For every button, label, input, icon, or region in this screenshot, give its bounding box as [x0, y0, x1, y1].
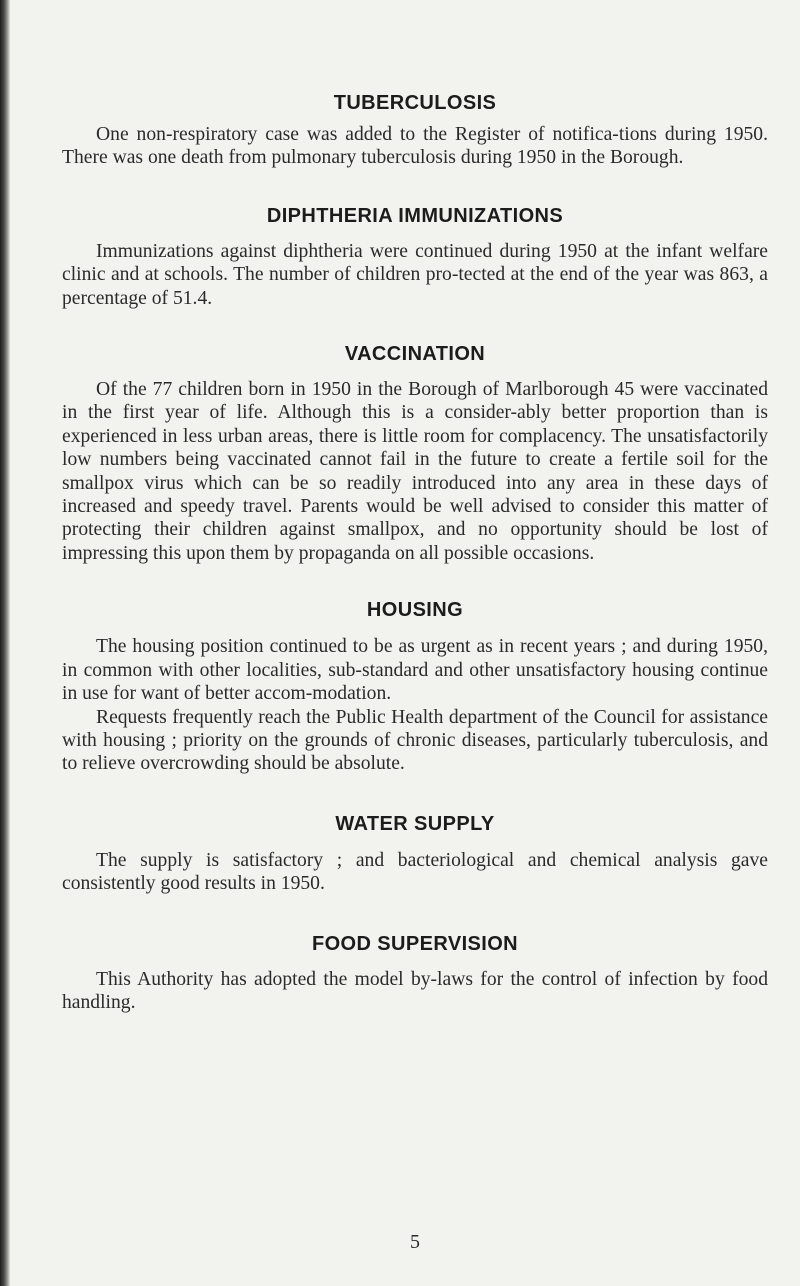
section-paragraph: The housing position continued to be as urgent as in recent years ; and during 1950, in common with other localities, sub-standard and other unsatisfactory housing continue in use for want of better accom-modation. [62, 636, 768, 705]
section-paragraph: Requests frequently reach the Public Health department of the Council for assistance with housing ; priority on the grounds of chronic diseases, particularly tuberculosis, and to relieve overcrowding should be absolute. [62, 706, 768, 775]
document-page [62, 92, 768, 1014]
section-heading: HOUSING [366, 599, 464, 622]
binding-edge [0, 0, 10, 1286]
section-heading: DIPHTHERIA IMMUNIZATIONS [266, 204, 564, 227]
section-paragraph: This Authority has adopted the model by-laws for the control of infection by food handling. [62, 968, 768, 1013]
section-heading: FOOD SUPERVISION [311, 932, 519, 955]
section-paragraph: One non-respiratory case was added to the Register of notifica-tions during 1950. There was one death from pulmonary tuberculosis during 1950 in the Borough. [62, 124, 768, 169]
section-diphtheria-immunizations [62, 205, 768, 310]
page-number: 5 [410, 1231, 420, 1253]
section-food-supervision [62, 933, 768, 1015]
section-heading: TUBERCULOSIS [333, 92, 497, 114]
section-heading: WATER SUPPLY [335, 812, 495, 835]
section-paragraph: Immunizations against diphtheria were continued during 1950 at the infant welfare clinic and at schools. The number of children pro-tected at the end of the year was 863, a percentage of 51.4. [62, 240, 768, 309]
section-tuberculosis [62, 92, 768, 170]
section-heading: VACCINATION [344, 343, 486, 366]
section-water-supply [62, 813, 768, 896]
section-vaccination [62, 343, 768, 565]
section-housing [62, 599, 768, 775]
section-paragraph: Of the 77 children born in 1950 in the Borough of Marlborough 45 were vaccinated in the first year of life. Although this is a consider-ably better proportion than is experienced in less urban areas, there is little room for complacency. The unsatisfactorily low numbers being vaccinated cannot fail in the future to create a fertile soil for the smallpox virus which can be so readily introduced into any area in these days of increased and speedy travel. Parents would be well advised to consider this matter of protecting their children against smallpox, and no opportunity should be lost of impressing this upon them by propaganda on all possible occasions. [62, 379, 768, 564]
section-paragraph: The supply is satisfactory ; and bacteriological and chemical analysis gave consistently good results in 1950. [62, 849, 768, 895]
